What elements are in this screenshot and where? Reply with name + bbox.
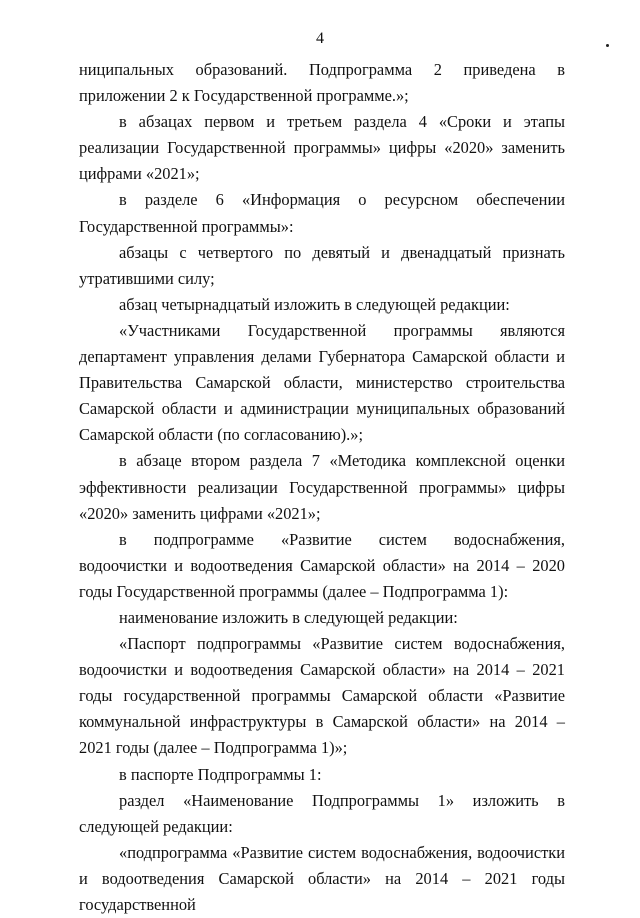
paragraph-2: в абзацах первом и третьем раздела 4 «Сроки и этапы реализации Государственной программы» цифры «2020» заменить цифрами «2021»;	[79, 112, 565, 184]
paragraph-4: абзацы с четвертого по девятый и двенадцатый признать утратившими силу;	[79, 242, 565, 288]
paragraph-11: в паспорте Подпрограммы 1:	[119, 764, 322, 784]
paragraph-5: абзац четырнадцатый изложить в следующей редакции:	[119, 294, 510, 314]
paragraph-3: в разделе 6 «Информация о ресурсном обеспечении Государственной программы»:	[79, 190, 565, 236]
paragraph-12: раздел «Наименование Подпрограммы 1» изложить в следующей редакции:	[79, 790, 565, 836]
paragraph-1: ниципальных образований. Подпрограмма 2 приведена в приложении 2 к Государственной программе.»;	[79, 60, 565, 106]
paragraph-6: «Участниками Государственной программы являются департамент управления делами Губернатора Самарской области и Правительства Самарской области, министерство строительства Самарской области и администрации муниципальных образований Самарской области (по согласованию).»;	[79, 320, 565, 445]
paragraph-10: «Паспорт подпрограммы «Развитие систем водоснабжения, водоочистки и водоотведения Самарской области» на 2014 – 2021 годы государственной программы Самарской области «Развитие коммунальной инфраструктуры в Самарской области» на 2014 – 2021 годы (далее – Подпрограмма 1)»;	[79, 634, 565, 758]
scan-speck	[606, 44, 609, 47]
document-body	[79, 57, 565, 918]
paragraph-13: «подпрограмма «Развитие систем водоснабжения, водоочистки и водоотведения Самарской области» на 2014 – 2021 годы государственной	[79, 842, 565, 914]
paragraph-8: в подпрограмме «Развитие систем водоснабжения, водоочистки и водоотведения Самарской области» на 2014 – 2020 годы Государственной программы (далее – Подпрограмма 1):	[79, 529, 565, 601]
paragraph-7: в абзаце втором раздела 7 «Методика комплексной оценки эффективности реализации Государственной программы» цифры «2020» заменить цифрами «2021»;	[79, 451, 565, 523]
paragraph-9: наименование изложить в следующей редакции:	[119, 607, 458, 627]
page-number: 4	[316, 30, 324, 47]
